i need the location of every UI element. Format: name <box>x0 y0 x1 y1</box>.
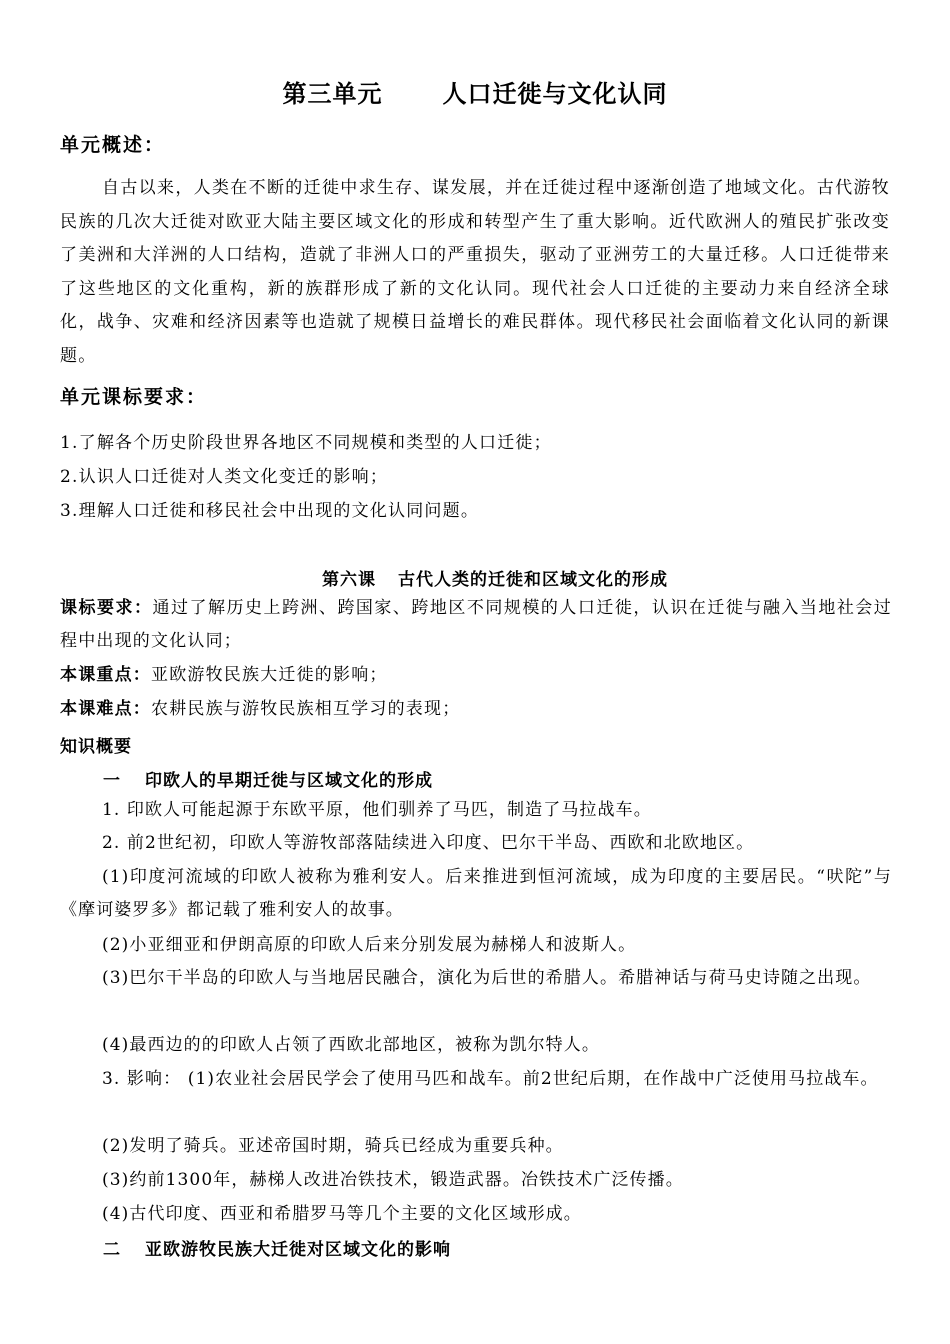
section-2-title: 亚欧游牧民族大迁徙对区域文化的影响 <box>145 1240 451 1260</box>
paragraph-7: 3. 影响： (1)农业社会居民学会了使用马匹和战车。前2世纪后期，在作战中广泛使用马拉战车。 <box>102 1069 879 1089</box>
difficulty-label: 本课难点： <box>60 699 151 719</box>
paragraph-5: (3)巴尔干半岛的印欧人与当地居民融合，演化为后世的希腊人。希腊神话与荷马史诗随之出现。 <box>102 968 872 988</box>
lesson-difficulty <box>60 693 892 726</box>
section-1-number: 一 <box>103 771 121 791</box>
requirement-item-3: 3.理解人口迁徙和移民社会中出现的文化认同问题。 <box>60 501 480 521</box>
focus-value: 亚欧游牧民族大迁徙的影响； <box>151 665 388 685</box>
section-2-number: 二 <box>103 1240 121 1260</box>
lesson-focus <box>60 659 892 692</box>
section-1-title: 印欧人的早期迁徙与区域文化的形成 <box>145 771 433 791</box>
standard-value: 通过了解历史上跨洲、跨国家、跨地区不同规模的人口迁徙，认识在迁徙与融入当地社会过程中出现的文化认同； <box>60 598 893 651</box>
requirement-item-2: 2.认识人口迁徙对人类文化变迁的影响； <box>60 467 389 487</box>
requirements-heading: 单元课标要求： <box>60 386 208 408</box>
paragraph-10: (4)古代印度、西亚和希腊罗马等几个主要的文化区域形成。 <box>102 1204 582 1224</box>
difficulty-value: 农耕民族与游牧民族相互学习的表现； <box>151 699 461 719</box>
section-2-heading <box>103 1235 451 1260</box>
unit-name: 人口迁徙与文化认同 <box>442 80 668 108</box>
lesson-name: 古代人类的迁徙和区域文化的形成 <box>398 570 668 590</box>
overview-text: 自古以来，人类在不断的迁徙中求生存、谋发展，并在迁徙过程中逐渐创造了地域文化。古代游牧民族的几次大迁徙对欧亚大陆主要区域文化的形成和转型产生了重大影响。近代欧洲人的殖民扩张改变了美洲和大洋洲的人口结构，造就了非洲人口的严重损失，驱动了亚洲劳工的大量迁移。人口迁徙带来了这些地区的文化重构，新的族群形成了新的文化认同。现代社会人口迁徙的主要动力来自经济全球化，战争、灾难和经济因素等也造就了规模日益增长的难民群体。现代移民社会面临着文化认同的新课题。 <box>60 178 890 366</box>
focus-label: 本课重点： <box>60 665 151 685</box>
paragraph-9: (3)约前1300年，赫梯人改进冶铁技术，锻造武器。冶铁技术广泛传播。 <box>102 1170 684 1190</box>
section-1-heading <box>103 766 433 791</box>
unit-title <box>0 74 950 109</box>
paragraph-6: (4)最西边的的印欧人占领了西欧北部地区，被称为凯尔特人。 <box>102 1035 600 1055</box>
lesson-standard <box>60 592 892 658</box>
lesson-number: 第六课 <box>322 570 376 590</box>
paragraph-8: (2)发明了骑兵。亚述帝国时期，骑兵已经成为重要兵种。 <box>102 1136 564 1156</box>
knowledge-overview-heading: 知识概要 <box>60 737 132 757</box>
paragraph-4: (2)小亚细亚和伊朗高原的印欧人后来分别发展为赫梯人和波斯人。 <box>102 935 637 955</box>
unit-number: 第三单元 <box>282 80 383 108</box>
overview-heading: 单元概述： <box>60 134 166 156</box>
paragraph-1: 1. 印欧人可能起源于东欧平原，他们驯养了马匹，制造了马拉战车。 <box>102 800 652 820</box>
standard-label: 课标要求： <box>60 598 153 618</box>
lesson-title <box>0 565 950 590</box>
paragraph-3: (1)印度河流域的印欧人被称为雅利安人。后来推进到恒河流域，成为印度的主要居民。“吠陀”与《摩诃婆罗多》都记载了雅利安人的故事。 <box>60 867 892 920</box>
paragraph-2: 2. 前2世纪初，印欧人等游牧部落陆续进入印度、巴尔干半岛、西欧和北欧地区。 <box>102 833 755 853</box>
requirement-item-1: 1.了解各个历史阶段世界各地区不同规模和类型的人口迁徙； <box>60 433 552 453</box>
